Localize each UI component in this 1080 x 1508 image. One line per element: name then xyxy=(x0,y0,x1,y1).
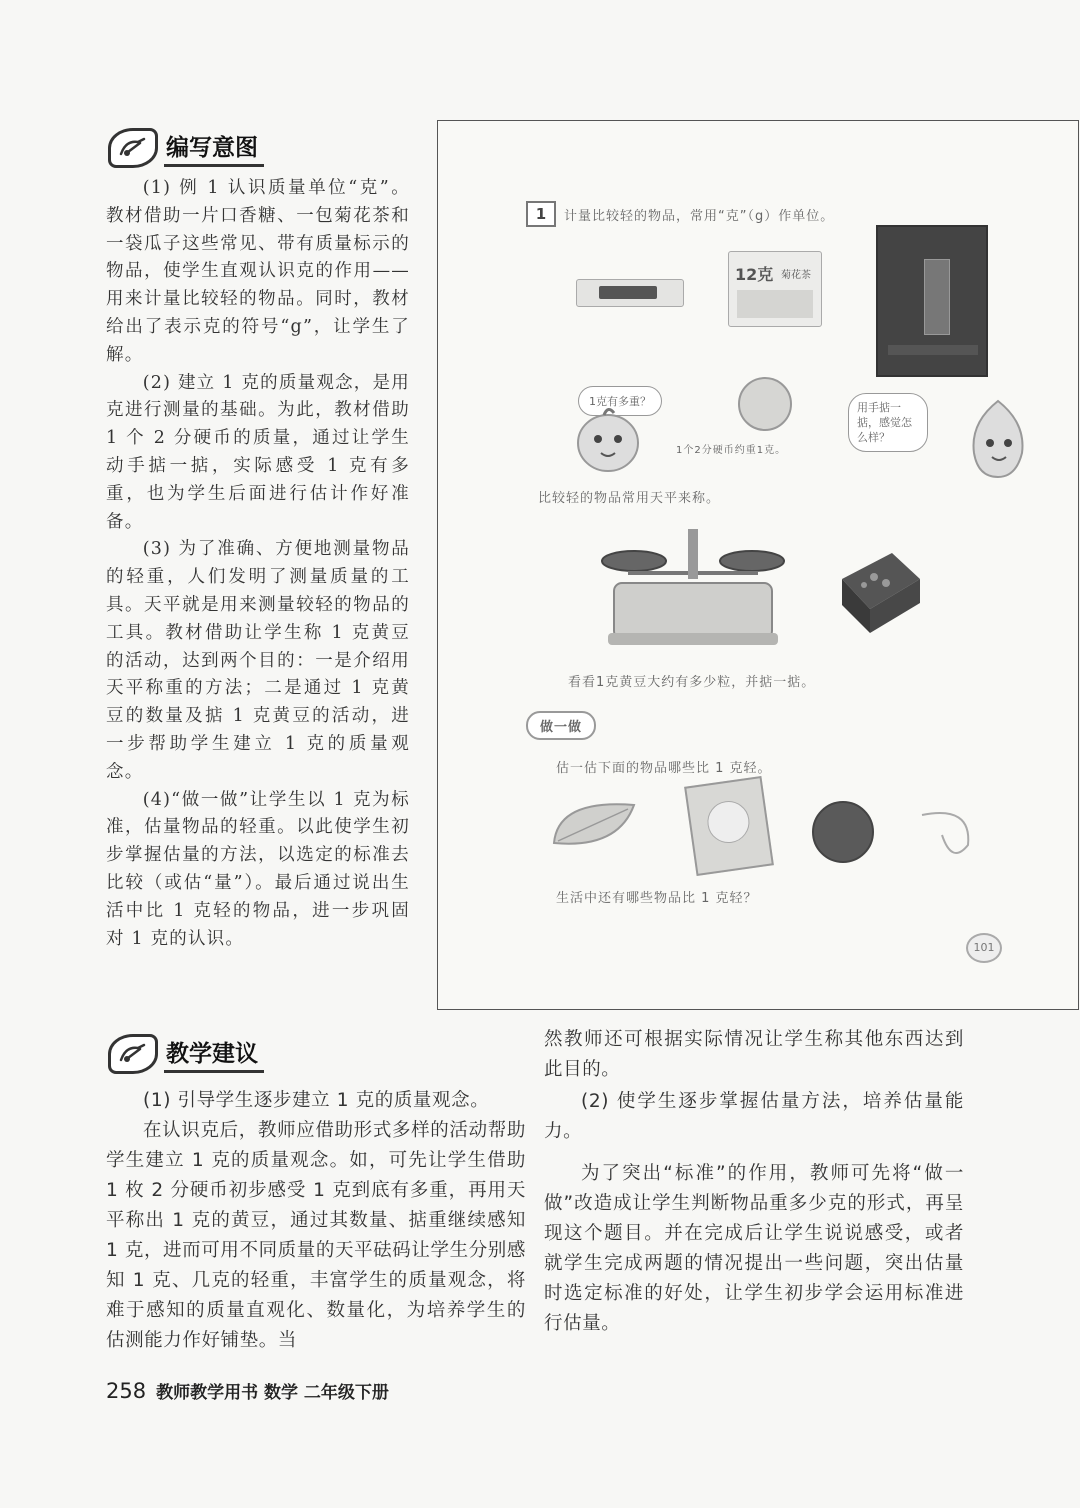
intent-section-header xyxy=(108,128,264,168)
small-coin-image xyxy=(812,801,874,863)
example-text: 计量比较轻的物品，常用“克”（g）作单位。 xyxy=(564,208,835,224)
tea-bag-image xyxy=(728,251,822,327)
character-right-icon xyxy=(956,393,1040,487)
advice-continuation: 然教师还可根据实际情况让学生称其他东西达到此目的。 xyxy=(544,1029,964,1080)
speech-bubble-right: 用手掂一掂，感觉怎么样？ xyxy=(848,393,928,452)
textbook-page xyxy=(437,120,1079,1010)
coin-image xyxy=(738,377,792,431)
advice-point-1: (1) 引导学生逐步建立 1 克的质量观念。 xyxy=(143,1090,490,1111)
stamp-image xyxy=(684,776,774,876)
intent-paragraph-4: (4)“做一做”让学生以 1 克为标准，估量物品的轻重。以此使学生初步掌握估量的方法，以选定的标准去比较（或估“量”）。最后通过说出生活中比 1 克轻的物品，进一步巩固对 1 克的认识。 xyxy=(106,789,410,949)
gum-image xyxy=(576,279,684,307)
intent-paragraph-3: (3) 为了准确、方便地测量物品的轻重，人们发明了测量质量的工具。天平就是用来测量较轻的物品的工具。教材借助让学生称 1 克黄豆的活动，达到两个目的：一是介绍用天平称重的方法；二是通过 1 克黄豆的数量及掂 1 克黄豆的活动，进一步帮助学生建立 1 克的质量观念。 xyxy=(106,539,410,782)
advice-left-column xyxy=(106,1086,526,1356)
speech-bubble-left: 1克有多重？ xyxy=(578,386,662,416)
page-number: 258 xyxy=(106,1379,147,1403)
pencil-hand-icon xyxy=(108,128,158,168)
example-number: 1 xyxy=(526,201,556,227)
do-it-label: 做一做 xyxy=(526,711,596,740)
advice-right-column xyxy=(544,1025,964,1339)
advice-section-header xyxy=(108,1034,264,1074)
example-header xyxy=(526,201,834,227)
thread-image xyxy=(912,805,982,869)
advice-point-2: (2) 使学生逐步掌握估量方法，培养估量能力。 xyxy=(544,1091,964,1142)
intent-title: 编写意图 xyxy=(164,129,264,167)
advice-title: 教学建议 xyxy=(164,1035,264,1073)
book-title: 教师教学用书 数学 二年级下册 xyxy=(156,1383,389,1403)
advice-point-1-body: 在认识克后，教师应借助形式多样的活动帮助学生建立 1 克的质量观念。如，可先让学生借助 1 枚 2 分硬币初步感受 1 克到底有多重，再用天平称出 1 克的黄豆，通过其数量、掂重继续感知 1 克，进而可用不同质量的天平砝码让学生分别感知 1 克、几克的轻重，丰富学生的质量观念，将难于感知的质量直观化、数量化，为培养学生的估测能力作好铺垫。当 xyxy=(106,1120,526,1351)
life-text: 生活中还有哪些物品比 1 克轻？ xyxy=(556,891,758,906)
intent-paragraph-1: (1) 例 1 认识质量单位“克”。教材借助一片口香糖、一包菊花茶和一袋瓜子这些常见、带有质量标示的物品，使学生直观认识克的作用——用来计量比较轻的物品。同时，教材给出了表示克的符号“g”，让学生了解。 xyxy=(106,178,410,365)
advice-point-2-body: 为了突出“标准”的作用，教师可先将“做一做”改造成让学生判断物品重多少克的形式，再呈现这个题目。并在完成后让学生说说感受，或者就学生完成两题的情况提出一些问题，突出估量时选定标准的好处，让学生初步学会运用标准进行估量。 xyxy=(544,1163,964,1334)
coin-caption: 1个2分硬币约重1克。 xyxy=(676,445,787,456)
tea-label: 12克 xyxy=(735,265,774,284)
balance-scale-image xyxy=(598,521,788,651)
balance-text: 比较轻的物品常用天平来称。 xyxy=(538,491,721,506)
character-left-icon xyxy=(568,399,648,483)
intent-paragraph-2: (2) 建立 1 克的质量观念，是用克进行测量的基础。为此，教材借助 1 个 2 分硬币的质量，通过让学生动手掂一掂，实际感受 1 克有多重，也为学生后面进行估计作好准备。 xyxy=(106,372,410,532)
seeds-bag-image xyxy=(876,225,988,377)
tea-name: 菊花茶 xyxy=(781,270,811,281)
textbook-page-number: 101 xyxy=(966,933,1002,963)
leaf-image xyxy=(548,793,640,857)
do-it-text: 估一估下面的物品哪些比 1 克轻。 xyxy=(556,761,772,776)
pencil-hand-icon xyxy=(108,1034,158,1074)
weight-box-image xyxy=(834,549,924,639)
intent-paragraphs xyxy=(106,175,410,953)
beans-text: 看看1克黄豆大约有多少粒，并掂一掂。 xyxy=(568,675,816,690)
page-footer xyxy=(106,1378,389,1403)
